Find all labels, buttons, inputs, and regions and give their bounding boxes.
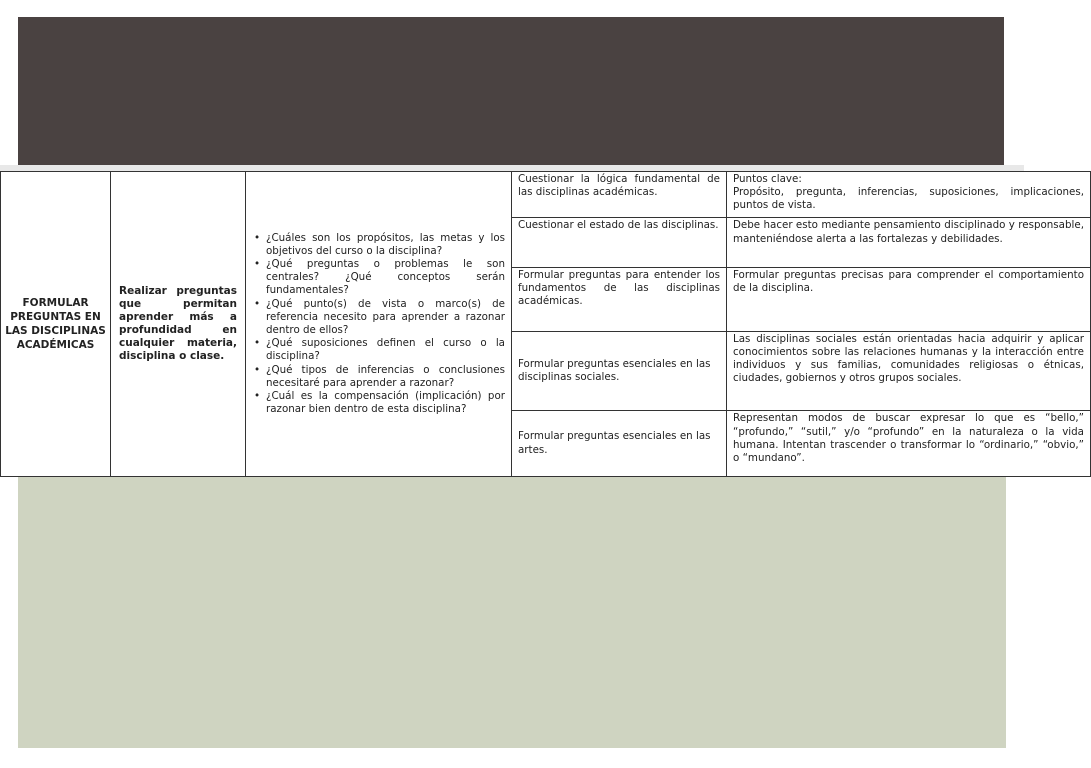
detail-cell bbox=[727, 411, 1091, 477]
purpose-text: Realizar preguntas que permitan aprender más a profundidad en cualquier materia, disciplina o clase. bbox=[119, 285, 237, 362]
detail-text: Debe hacer esto mediante pensamiento disciplinado y responsable, manteniéndose alerta a las fortalezas y debilidades. bbox=[733, 219, 1084, 245]
action-text: Cuestionar el estado de las disciplinas. bbox=[518, 219, 719, 232]
action-cell bbox=[512, 267, 727, 331]
detail-text: Las disciplinas sociales están orientadas hacia adquirir y aplicar conocimientos sobre las relaciones humanas y la interacción entre individuos y sus familias, comunidades religiosas o étnicas, ciudades, gobiernos y otros grupos sociales. bbox=[733, 332, 1084, 385]
category-cell bbox=[1, 172, 111, 477]
detail-text: Formular preguntas precisas para comprender el comportamiento de la disciplina. bbox=[733, 268, 1084, 295]
category-title: FORMULAR PREGUNTAS EN LAS DISCIPLINAS ACADÉMICAS bbox=[5, 297, 106, 351]
action-text: Formular preguntas para entender los fundamentos de las disciplinas académicas. bbox=[518, 268, 720, 308]
question-item: • ¿Qué punto(s) de vista o marco(s) de referencia necesito para aprender a razonar dentro de ellos? bbox=[266, 298, 505, 338]
questions-list bbox=[252, 232, 505, 417]
detail-heading: Puntos clave: bbox=[733, 173, 802, 185]
table-row bbox=[1, 172, 1091, 218]
detail-cell bbox=[727, 218, 1091, 267]
detail-cell bbox=[727, 331, 1091, 411]
action-cell bbox=[512, 411, 727, 477]
detail-cell bbox=[727, 267, 1091, 331]
question-item: • ¿Cuál es la compensación (implicación) por razonar bien dentro de esta disciplina? bbox=[266, 390, 505, 416]
table-container bbox=[0, 171, 1084, 477]
detail-text: Representan modos de buscar expresar lo que es “bello,” “profundo,” “sutil,” y/o “profundo” en la naturaleza o la vida humana. Intentan trascender o transformar lo “ordinario,” “obvio,” o “mundano”. bbox=[733, 412, 1084, 464]
action-cell bbox=[512, 331, 727, 411]
title-band bbox=[18, 17, 1004, 165]
question-item: • ¿Qué suposiciones definen el curso o la disciplina? bbox=[266, 337, 505, 363]
question-item: • ¿Qué tipos de inferencias o conclusiones necesitaré para aprender a razonar? bbox=[266, 364, 505, 390]
action-cell bbox=[512, 218, 727, 267]
questions-cell bbox=[246, 172, 512, 477]
action-cell bbox=[512, 172, 727, 218]
detail-text: Propósito, pregunta, inferencias, suposiciones, implicaciones, puntos de vista. bbox=[733, 186, 1084, 212]
question-item: • ¿Qué preguntas o problemas le son centrales? ¿Qué conceptos serán fundamentales? bbox=[266, 258, 505, 298]
question-item: • ¿Cuáles son los propósitos, las metas y los objetivos del curso o la disciplina? bbox=[266, 232, 505, 258]
action-text: Cuestionar la lógica fundamental de las disciplinas académicas. bbox=[518, 173, 720, 199]
action-text: Formular preguntas esenciales en las disciplinas sociales. bbox=[518, 357, 711, 383]
purpose-cell bbox=[111, 172, 246, 477]
content-table bbox=[0, 171, 1091, 477]
action-text: Formular preguntas esenciales en las artes. bbox=[518, 430, 711, 456]
footer-band bbox=[18, 477, 1006, 748]
detail-cell bbox=[727, 172, 1091, 218]
